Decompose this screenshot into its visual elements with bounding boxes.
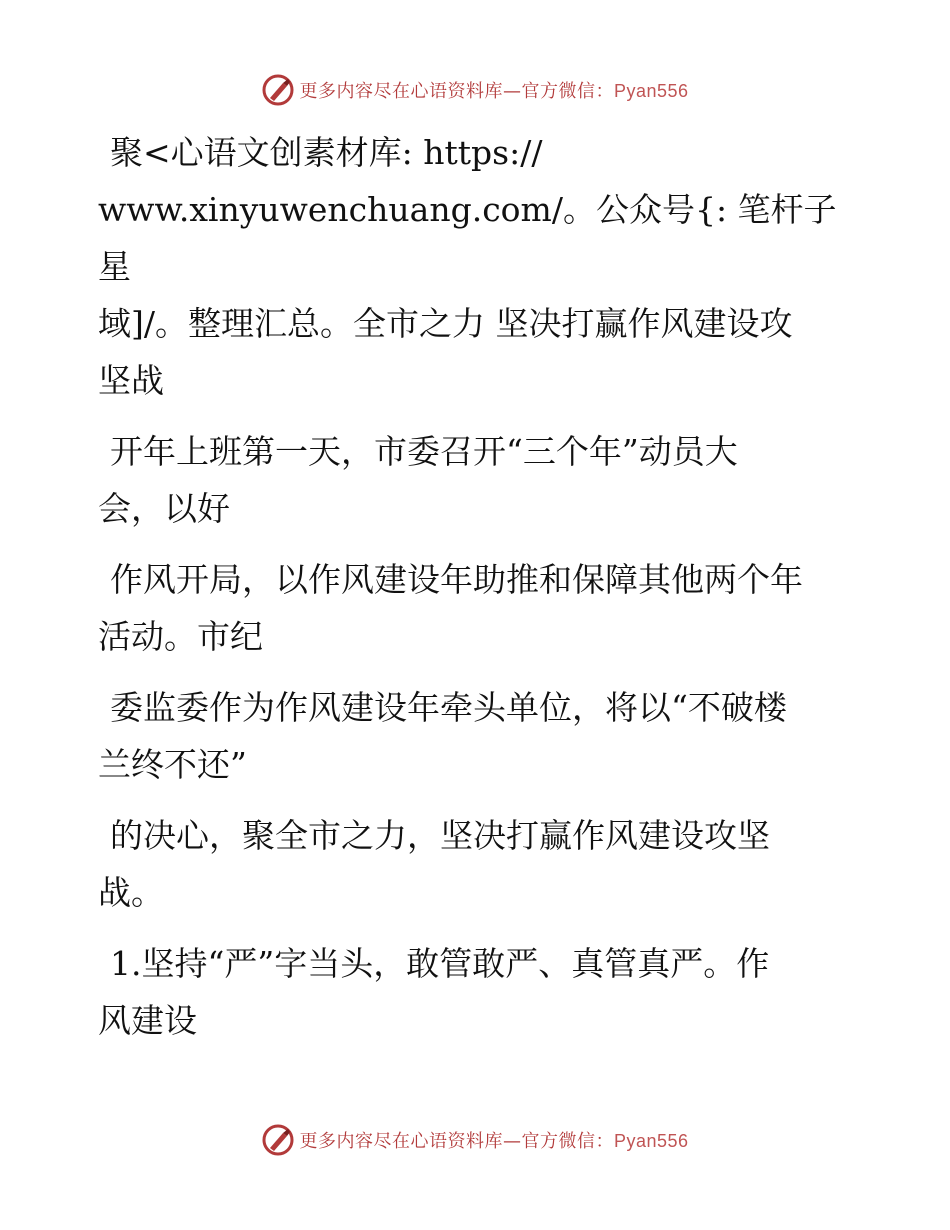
paragraph-1: 聚<心语文创素材库: https:// www.xinyuwenchuang.com/。公众号{: 笔杆子星 域]/。整理汇总。全市之力 坚决打赢作风建设攻 坚战	[98, 133, 837, 400]
pen-seal-logo-icon	[261, 1123, 295, 1157]
wechat-handle: Pyan556	[613, 1131, 689, 1151]
document-body	[98, 124, 838, 1063]
watermark-text: 更多内容尽在心语资料库—官方微信：Pyan556	[299, 1131, 689, 1152]
paragraph-5: 的决心，聚全市之力，坚决打赢作风建设攻坚 战。	[98, 816, 770, 912]
watermark-text: 更多内容尽在心语资料库—官方微信：Pyan556	[299, 81, 689, 102]
header-watermark	[0, 70, 950, 110]
paragraph-2: 开年上班第一天，市委召开“三个年”动员大 会，以好	[98, 432, 738, 528]
paragraph-4: 委监委作为作风建设年牵头单位，将以“不破楼 兰终不还”	[98, 688, 787, 784]
footer-watermark	[0, 1120, 950, 1160]
paragraph-6: 1.坚持“严”字当头，敢管敢严、真管真严。作 风建设	[98, 944, 770, 1040]
wechat-handle: Pyan556	[613, 81, 689, 101]
pen-seal-logo-icon	[261, 73, 295, 107]
paragraph-3: 作风开局，以作风建设年助推和保障其他两个年 活动。市纪	[98, 560, 803, 656]
